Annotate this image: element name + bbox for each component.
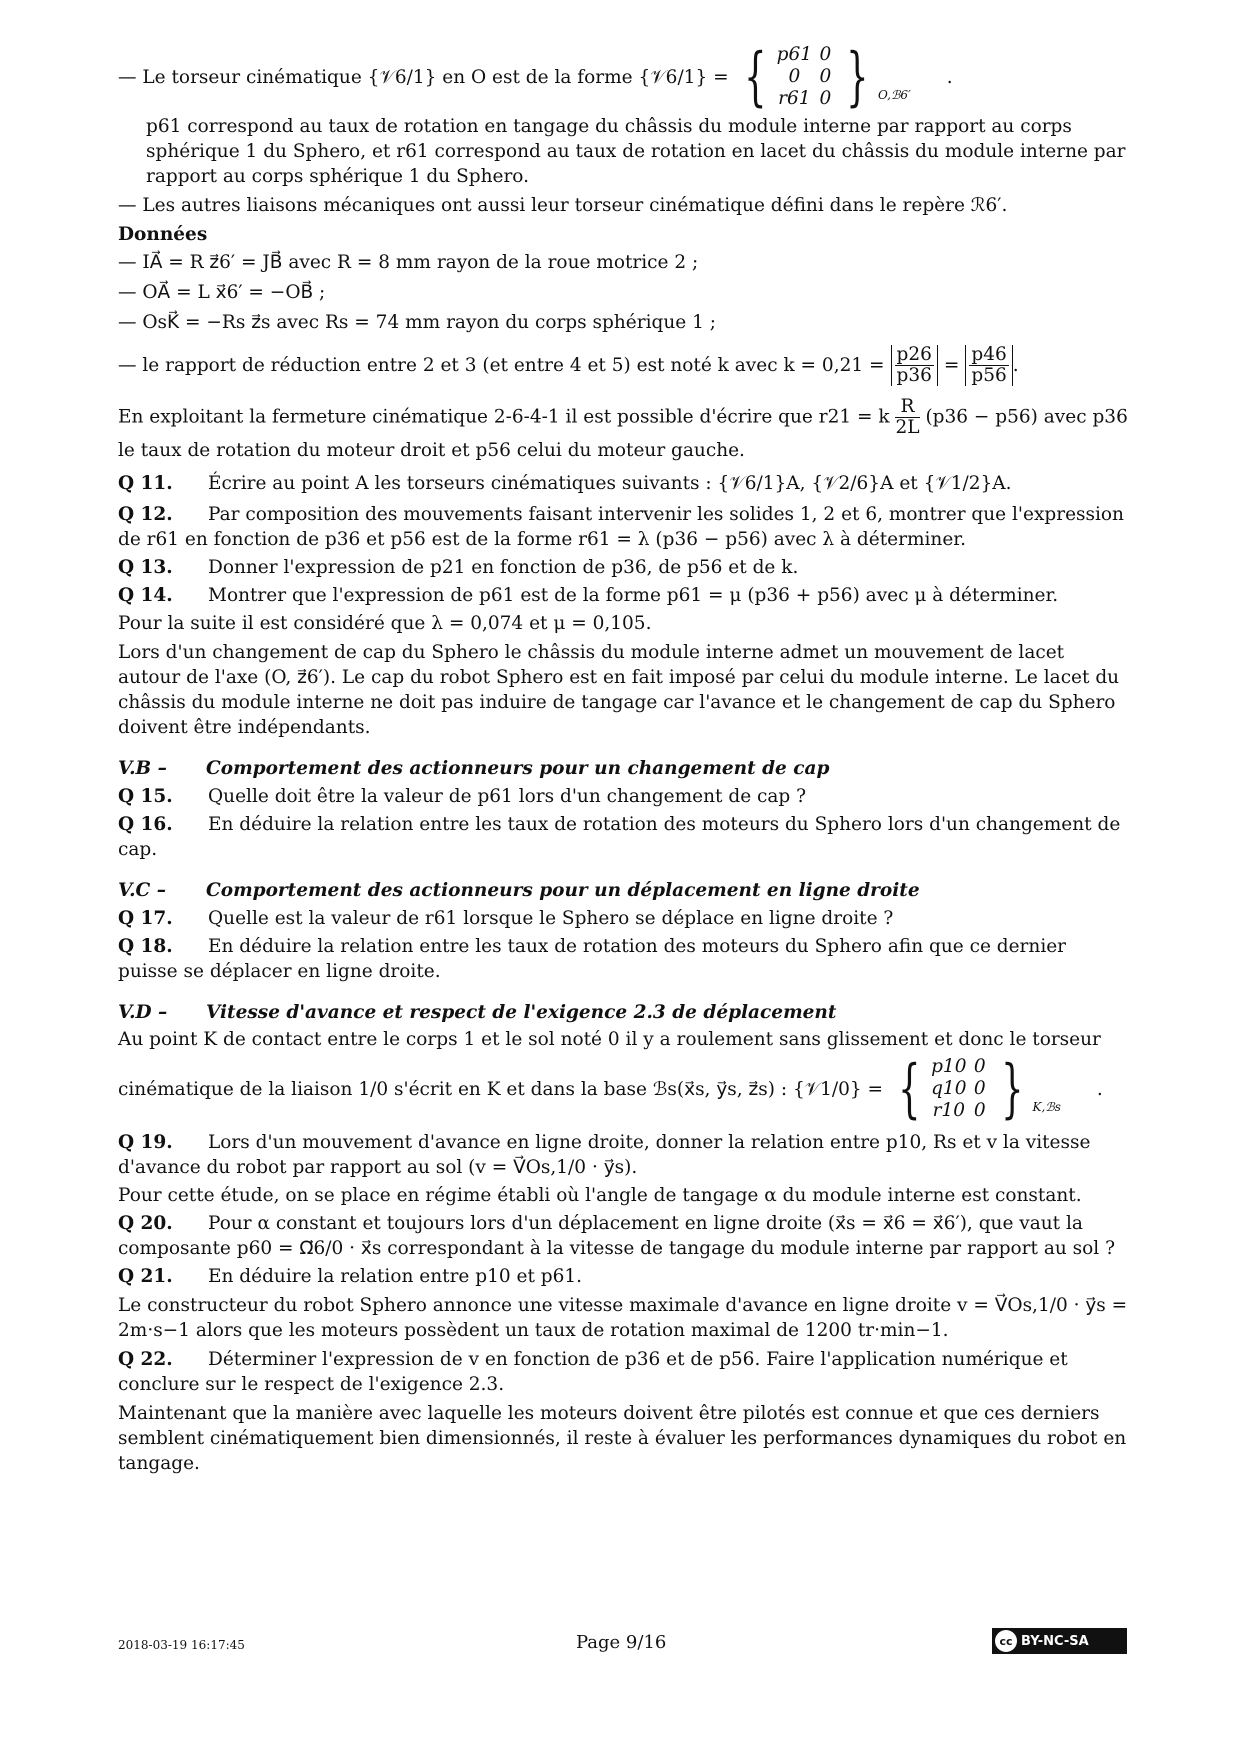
cc-license-badge (992, 1628, 1127, 1654)
suite-text: Pour la suite il est considéré que λ = 0,074 et μ = 0,105. (118, 613, 652, 634)
contact-matrix: { p10 0 q10 0 r10 0 } K,ℬs . (898, 1052, 1103, 1126)
conclusion-paragraph: Maintenant que la manière avec laquelle les moteurs doivent être pilotés est connue et que ces derniers semblent cinématiquement bien dimensionnés, il reste à évaluer les performances dynamiques du robot en tangage. (118, 1403, 1127, 1474)
question-q22: Q 22. Déterminer l'expression de v en fonction de p36 et de p56. Faire l'application numérique et conclure sur le respect de l'exigence 2.3. (118, 1349, 1068, 1395)
rapport-fraction-2: $\frac{p46}{p56}$ (965, 345, 1012, 386)
question-q21: Q 21. En déduire la relation entre p10 et p61. (118, 1266, 583, 1287)
question-q20: Q 20. Pour α constant et toujours lors d'un déplacement en ligne droite (x⃗s = x⃗6 = x⃗6′), que vaut la composante p60 = Ω⃗6/0 · x⃗s correspondant à la vitesse de tangage du module interne par rapport au sol ? (118, 1213, 1116, 1259)
page-number: Page 9/16 (576, 1632, 667, 1653)
torseur-matrix-cells: p61 0 0 0 r61 0 (776, 44, 832, 109)
question-q13: Q 13. Donner l'expression de p21 en fonction de p36, de p56 et de k. (118, 557, 799, 578)
contact-line-1: Au point K de contact entre le corps 1 et le sol noté 0 il y a roulement sans glissement et donc le torseur (118, 1029, 1101, 1050)
section-vc-heading: V.C – Comportement des actionneurs pour un déplacement en ligne droite (118, 880, 920, 901)
constructeur-paragraph: Le constructeur du robot Sphero annonce une vitesse maximale d'avance en ligne droite v = V⃗Os,1/0 · y⃗s = 2m·s−1 alors que les moteurs possèdent un taux de rotation maximal de 1200 tr·min−1. (118, 1295, 1128, 1341)
license-label: BY-NC-SA (1021, 1633, 1089, 1649)
donnees-title: Données (118, 224, 208, 245)
question-q11: Q 11. Écrire au point A les torseurs cinématiques suivants : {𝒱6/1}A, {𝒱2/6}A et {𝒱1/2}A. (118, 473, 1012, 494)
changement-paragraph: Lors d'un changement de cap du Sphero le châssis du module interne admet un mouvement de lacet autour de l'axe (O, z⃗6′). Le cap du robot Sphero est en fait imposé par celui du module interne. Le lacet du châssis du module interne ne doit pas induire de tangage car l'avance et le changement de cap du Sphero doivent être indépendants. (118, 642, 1120, 738)
torseur-basis: O,ℬ6′ (878, 88, 911, 102)
torseur-intro-text: — Le torseur cinématique {𝒱6/1} en O est de la forme {𝒱6/1} = (118, 66, 729, 88)
contact-line-2: cinématique de la liaison 1/0 s'écrit en K et dans la base ℬs(x⃗s, y⃗s, z⃗s) : {𝒱1/0} = { p10 0 q10 0 r10 0 } K,ℬs . (118, 1052, 1103, 1126)
question-q15: Q 15. Quelle doit être la valeur de p61 lors d'un changement de cap ? (118, 786, 807, 807)
torseur-intro-line (118, 40, 1128, 114)
donnee-item: — IA⃗ = R z⃗6′ = JB⃗ avec R = 8 mm rayon de la roue motrice 2 ; (118, 252, 699, 273)
regime-text: Pour cette étude, on se place en régime établi où l'angle de tangage α du module interne est constant. (118, 1185, 1082, 1206)
question-q16: Q 16. En déduire la relation entre les taux de rotation des moteurs du Sphero lors d'un changement de cap. (118, 814, 1121, 860)
rapport-fraction-1: $\frac{p26}{p36}$ (891, 345, 938, 386)
question-q19: Q 19. Lors d'un mouvement d'avance en ligne droite, donner la relation entre p10, Rs et v la vitesse d'avance du robot par rapport au sol (v = V⃗Os,1/0 · y⃗s). (118, 1132, 1091, 1178)
contact-basis: K,ℬs (1032, 1100, 1061, 1114)
rapport-line: — le rapport de réduction entre 2 et 3 (et entre 4 et 5) est noté k avec k = 0,21 = $\frac{p26}{p36}$ = $\frac{p46}{p56}$ . (118, 343, 1019, 386)
contact-matrix-cells: p10 0 q10 0 r10 0 (931, 1056, 986, 1121)
footer-date: 2018-03-19 16:17:45 (118, 1638, 245, 1652)
question-q12: Q 12. Par composition des mouvements faisant intervenir les solides 1, 2 et 6, montrer que l'expression de r61 en fonction de p36 et p56 est de la forme r61 = λ (p36 − p56) avec λ à déterminer. (118, 504, 1124, 550)
fermeture-fraction: $\frac{R}{2L}$ (895, 396, 920, 438)
donnee-item: — OA⃗ = L x⃗6′ = −OB⃗ ; (118, 282, 326, 303)
para-p61: p61 correspond au taux de rotation en tangage du châssis du module interne par rapport au corps sphérique 1 du Sphero, et r61 correspond au taux de rotation en lacet du châssis du module interne par rapport au corps sphérique 1 du Sphero. (146, 116, 1126, 187)
donnee-item: — OsK⃗ = −Rs z⃗s avec Rs = 74 mm rayon du corps sphérique 1 ; (118, 312, 716, 333)
bullet-autres: — Les autres liaisons mécaniques ont aussi leur torseur cinématique défini dans le repère ℛ6′. (118, 195, 1008, 216)
page-body (118, 40, 1128, 1476)
question-q14: Q 14. Montrer que l'expression de p61 est de la forme p61 = μ (p36 + p56) avec μ à déterminer. (118, 585, 1059, 606)
torseur-matrix: { p61 0 0 0 r61 0 } O,ℬ6′ . (743, 40, 953, 114)
fermeture-paragraph: En exploitant la fermeture cinématique 2-6-4-1 il est possible d'écrire que r21 = k $\frac{R}{2L}$ (p36 − p56) avec p36 le taux de rotation du moteur droit et p56 celui du moteur gauche. (118, 396, 1128, 461)
section-vb-heading: V.B – Comportement des actionneurs pour un changement de cap (118, 758, 830, 779)
section-vd-heading: V.D – Vitesse d'avance et respect de l'exigence 2.3 de déplacement (118, 1002, 837, 1023)
cc-icon: cc (995, 1630, 1017, 1652)
question-q17: Q 17. Quelle est la valeur de r61 lorsque le Sphero se déplace en ligne droite ? (118, 908, 894, 929)
question-q18: Q 18. En déduire la relation entre les taux de rotation des moteurs du Sphero afin que ce dernier puisse se déplacer en ligne droite. (118, 936, 1067, 982)
